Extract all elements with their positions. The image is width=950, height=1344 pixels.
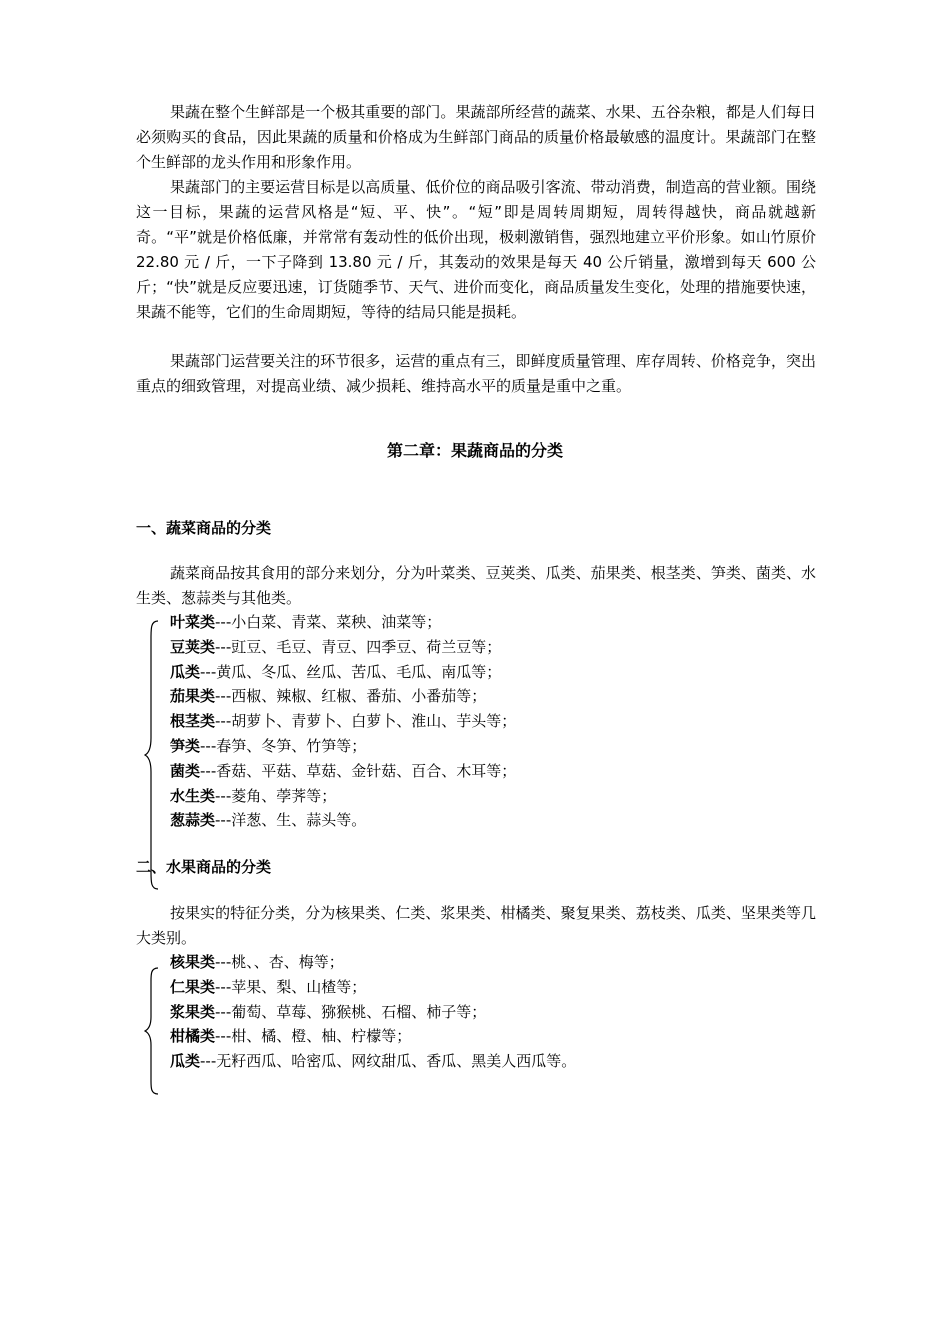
list-item bbox=[170, 1000, 576, 1025]
category-examples: ---柑、橘、橙、柚、柠檬等； bbox=[215, 1027, 412, 1046]
category-examples: ---黄瓜、冬瓜、丝瓜、苦瓜、毛瓜、南瓜等； bbox=[200, 662, 502, 681]
category-name: 瓜类 bbox=[170, 662, 201, 681]
category-examples: ---香菇、平菇、草菇、金针菇、百合、木耳等； bbox=[200, 761, 517, 780]
list-item bbox=[170, 975, 576, 1000]
vegetables-list bbox=[170, 610, 516, 833]
fruits-brace-icon bbox=[144, 967, 160, 1095]
category-examples: ---桃、、杏、梅等； bbox=[215, 953, 344, 971]
category-name: 菌类 bbox=[170, 761, 201, 780]
category-examples: ---苹果、梨、山楂等； bbox=[215, 977, 367, 996]
category-name: 根茎类 bbox=[170, 712, 216, 731]
category-name: 茄果类 bbox=[170, 687, 216, 706]
category-name: 叶菜类 bbox=[170, 613, 216, 631]
list-item bbox=[170, 1049, 576, 1074]
list-item bbox=[170, 1024, 576, 1049]
intro-paragraph-1: 果蔬在整个生鲜部是一个极其重要的部门。果蔬部所经营的蔬菜、水果、五谷杂粮，都是人们每日必须购买的食品，因此果蔬的质量和价格成为生鲜部门商品的质量价格最敏感的温度计。果蔬部门在整个生鲜部的龙头作用和形象作用。 bbox=[136, 103, 816, 171]
category-name: 水生类 bbox=[170, 786, 216, 805]
fruits-heading: 二、水果商品的分类 bbox=[136, 858, 272, 876]
category-examples: ---豇豆、毛豆、青豆、四季豆、荷兰豆等； bbox=[215, 637, 502, 656]
category-examples: ---洋葱、生、蒜头等。 bbox=[215, 811, 367, 830]
list-item bbox=[170, 610, 516, 635]
chapter-title: 第二章：果蔬商品的分类 bbox=[386, 441, 563, 460]
category-examples: ---胡萝卜、青萝卜、白萝卜、淮山、芋头等； bbox=[215, 712, 517, 731]
vegetables-intro: 蔬菜商品按其食用的部分来划分，分为叶菜类、豆荚类、瓜类、茄果类、根茎类、笋类、菌类、水生类、葱蒜类与其他类。 bbox=[136, 564, 816, 607]
list-item bbox=[170, 950, 576, 975]
category-examples: ---西椒、辣椒、红椒、番茄、小番茄等； bbox=[215, 687, 487, 706]
list-item bbox=[170, 660, 516, 685]
list-item bbox=[170, 734, 516, 759]
category-examples: ---菱角、荸荠等； bbox=[215, 786, 337, 805]
category-name: 瓜类 bbox=[170, 1052, 201, 1071]
vegetables-heading: 一、蔬菜商品的分类 bbox=[136, 519, 272, 537]
fruits-intro: 按果实的特征分类，分为核果类、仁类、浆果类、柑橘类、聚复果类、荔枝类、瓜类、坚果类等几大类别。 bbox=[136, 904, 816, 947]
category-name: 柑橘类 bbox=[170, 1027, 216, 1046]
category-examples: ---春笋、冬笋、竹笋等； bbox=[200, 736, 367, 755]
category-name: 浆果类 bbox=[170, 1002, 216, 1021]
list-item bbox=[170, 759, 516, 784]
intro-paragraph-2: 果蔬部门的主要运营目标是以高质量、低价位的商品吸引客流、带动消费，制造高的营业额。围绕这一目标，果蔬的运营风格是“短、平、快”。“短”即是周转周期短，周转得越快，商品就越新奇。“平”就是价格低廉，并常常有轰动性的低价出现，极刺激销售，强烈地建立平价形象。如山竹原价 22.80 元 / 斤，一下子降到 13.80 元 / 斤，其轰动的效果是每天 40 公斤销量，激增到每天 600 公斤；“快”就是反应要迅速，订货随季节、天气、进价而变化，商品质量发生变化，处理的措施要快速，果蔬不能等，它们的生命周期短，等待的结局只能是损耗。 bbox=[136, 178, 816, 321]
category-examples: ---无籽西瓜、哈密瓜、网纹甜瓜、香瓜、黑美人西瓜等。 bbox=[200, 1052, 577, 1071]
category-name: 核果类 bbox=[170, 953, 216, 971]
category-name: 笋类 bbox=[170, 736, 201, 755]
list-item bbox=[170, 784, 516, 809]
intro-paragraph-3: 果蔬部门运营要关注的环节很多，运营的重点有三，即鲜度质量管理、库存周转、价格竞争，突出重点的细致管理，对提高业绩、减少损耗、维持高水平的质量是重中之重。 bbox=[136, 352, 816, 395]
category-examples: ---小白菜、青菜、菜秧、油菜等； bbox=[215, 613, 442, 631]
list-item bbox=[170, 635, 516, 660]
category-examples: ---葡萄、草莓、猕猴桃、石榴、柿子等； bbox=[215, 1002, 487, 1021]
vegetables-brace-icon bbox=[144, 620, 160, 890]
list-item bbox=[170, 808, 516, 833]
fruits-list bbox=[170, 950, 576, 1074]
category-name: 豆荚类 bbox=[170, 637, 216, 656]
list-item bbox=[170, 684, 516, 709]
category-name: 仁果类 bbox=[170, 977, 216, 996]
category-name: 葱蒜类 bbox=[170, 811, 216, 830]
list-item bbox=[170, 709, 516, 734]
